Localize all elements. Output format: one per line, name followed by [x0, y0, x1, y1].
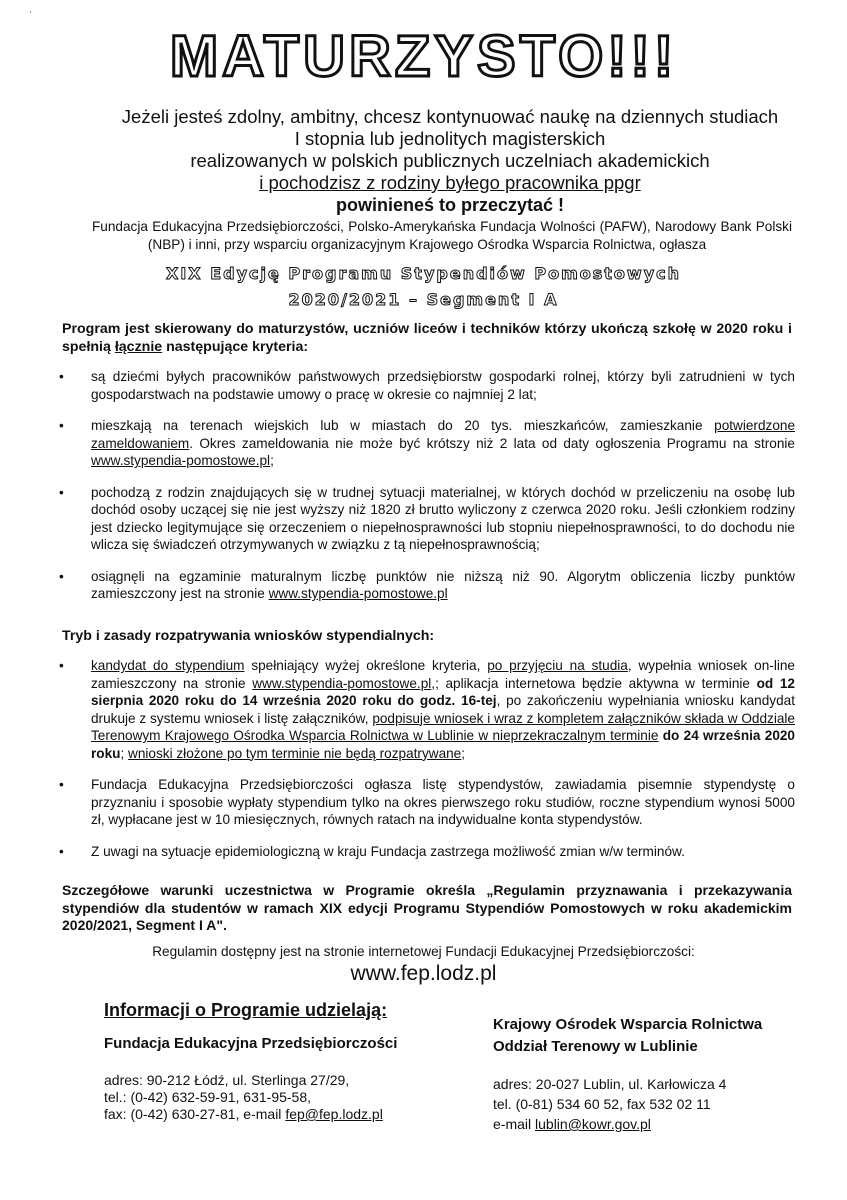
org2-address-line: adres: 20-027 Lublin, ul. Karłowicza 4 [493, 1076, 727, 1092]
criteria-item [55, 484, 795, 554]
program-underlined: łącznie [114, 339, 163, 355]
intro-line-3: realizowanych w polskich publicznych uczelniach akademickich [190, 150, 710, 171]
rules-text: Z uwagi na sytuacje epidemiologiczną w kraju Fundacja zastrzega możliwość zmian w/w terminów. [91, 843, 685, 859]
corner-mark: ' [30, 10, 32, 19]
criteria-item [55, 417, 795, 470]
edition-title: XIX Edycję Programu Stypendiów Pomostowych [166, 264, 681, 283]
rules-underlined: kandydat do stypendium [91, 658, 245, 673]
info-right-column [493, 1014, 813, 1134]
rules-underlined: po przyjęciu na studia [487, 658, 628, 673]
criteria-text: osiągnęli na egzaminie maturalnym liczbę punktów nie niższą niż 90. Algorytm obliczenia liczby punktów zamieszczony jest na stronie [91, 568, 795, 601]
org1-phone-line: tel.: (0-42) 632-59-91, 631-95-58, [104, 1089, 312, 1105]
criteria-text: . Okres zameldowania nie może być krótszy niż 2 lata od daty ogłoszenia Programu na stronie [189, 435, 795, 451]
org2-name [493, 1014, 813, 1058]
intro-block [100, 106, 800, 216]
criteria-list [55, 368, 795, 617]
program-text-2: następujące kryteria: [162, 339, 309, 355]
org1-address [104, 1072, 434, 1123]
stypendia-link[interactable]: www.stypendia-pomostowe.pl [252, 675, 432, 691]
criteria-item [55, 568, 795, 603]
rules-text: , wypełnia wniosek on-line zamieszczony na stronie [91, 658, 795, 691]
stypendia-link[interactable]: www.stypendia-pomostowe.pl [268, 586, 448, 601]
org2-email-line [493, 1114, 813, 1134]
criteria-text: ; [270, 453, 274, 468]
announcement: Fundacja Edukacyjna Przedsiębiorczości, Polsko-Amerykańska Fundacja Wolności (PAFW), Narodowy Bank Polski (NBP) i inni, przy wsparciu organizacyjnym Krajowego Ośrodka Wsparcia Rolnictwa, ogłasza [92, 219, 792, 252]
rules-text: ; [461, 745, 466, 761]
rules-bold: do 24 września 2020 roku [91, 728, 795, 761]
intro-line-1: Jeżeli jesteś zdolny, ambitny, chcesz kontynuować naukę na dziennych studiach [121, 106, 779, 127]
criteria-item [55, 368, 795, 403]
criteria-underlined: potwierdzone zameldowaniem [91, 418, 795, 451]
criteria-text: mieszkają na terenach wiejskich lub w miastach do 20 tys. mieszkańców, zamieszkanie [91, 418, 715, 433]
rules-text: ,; aplikacja internetowa będzie aktywna w terminie [431, 675, 757, 691]
intro-line-2: I stopnia lub jednolitych magisterskich [294, 128, 606, 149]
rules-text: Fundacja Edukacyjna Przedsiębiorczości ogłasza listę stypendystów, zawiadamia pisemnie stypendystę o przyznaniu i sposobie wypłaty stypendium tylko na okres pierwszego roku studiów, roczne stypendium wynosi 5000 zł, wypłacane jest w 10 miesięcznych, równych ratach na indywidualne konta stypendystów. [91, 777, 795, 827]
rules-text: ; [120, 745, 129, 761]
headline [0, 24, 847, 89]
rules-underlined: wnioski złożone po tym terminie nie będą rozpatrywane [128, 745, 462, 761]
details-paragraph: Szczegółowe warunki uczestnictwa w Programie określa „Regulamin przyznawania i przekazywania stypendiów dla studentów w ramach XIX edycji Programu Stypendiów Pomostowych w roku akademickim 2020/2021, Segment I A". [62, 882, 792, 933]
program-description [62, 320, 792, 356]
org1-fax-line [104, 1106, 434, 1123]
rules-underlined: podpisuje wniosek i wraz z kompletem załączników składa w Oddziale Terenowym Krajowego Ośrodka Wsparcia Rolnictwa w Lublinie w nieprzekraczalnym terminie [91, 710, 795, 743]
org2-phone-line: tel. (0-81) 534 60 52, fax 532 02 11 [493, 1096, 711, 1112]
org2-address [493, 1074, 813, 1134]
org2-name-line-1: Krajowy Ośrodek Wsparcia Rolnictwa [493, 1016, 763, 1033]
edition-subtitle: 2020/2021 – Segment I A [288, 290, 559, 309]
org1-fax-text: fax: (0-42) 630-27-81, e-mail [104, 1106, 286, 1122]
rules-text: spełniający wyżej określone kryteria, [244, 658, 488, 673]
program-text-1: Program jest skierowany do maturzystów, uczniów liceów i techników którzy ukończą szkołę w 2020 roku i spełnią [62, 321, 792, 355]
headline-text: MATURZYSTO!!! [169, 24, 678, 89]
regulamin-text: Regulamin dostępny jest na stronie internetowej Fundacji Edukacyjnej Przedsiębiorczości: [152, 944, 695, 959]
intro-line-5: powinieneś to przeczytać ! [335, 195, 565, 215]
rules-item [55, 843, 795, 861]
rules-item [55, 776, 795, 829]
criteria-text: pochodzą z rodzin znajdujących się w trudnej sytuacji materialnej, w których dochód w przeliczeniu na osobę lub dochód osoby uczącej się nie jest wyższy niż 1820 zł brutto wyliczony z czerwca 2020 roku. Jeśli członkiem rodziny jest dziecko legitymujące się orzeczeniem o niepełnosprawności lub stopniu niepełnosprawności, to do dochodu nie wlicza się świadczeń otrzymywanych w związku z tą niepełnosprawnością; [91, 484, 795, 552]
org1-email-link[interactable]: fep@fep.lodz.pl [285, 1106, 383, 1122]
info-left-column [104, 1000, 434, 1123]
rules-title: Tryb i zasady rozpatrywania wniosków stypendialnych: [62, 628, 435, 644]
intro-line-4: i pochodzisz z rodziny byłego pracownika ppgr [259, 172, 641, 193]
rules-list [55, 657, 795, 874]
rules-bold: od 12 sierpnia 2020 roku do 14 września 2020 roku do godz. 16-tej [91, 675, 795, 708]
stypendia-link[interactable]: www.stypendia-pomostowe.pl [91, 453, 271, 468]
rules-text: , po zakończeniu wypełniania wniosku kandydat drukuje z systemu wniosek i listę załączników, [91, 693, 795, 726]
org1-address-line: adres: 90-212 Łódź, ul. Sterlinga 27/29, [104, 1072, 350, 1088]
org1-name: Fundacja Edukacyjna Przedsiębiorczości [104, 1035, 398, 1052]
org2-name-line-2: Oddział Terenowy w Lublinie [493, 1038, 698, 1055]
org2-email-link[interactable]: lublin@kowr.gov.pl [535, 1116, 651, 1132]
org2-email-label: e-mail [493, 1116, 536, 1132]
criteria-text: są dziećmi byłych pracowników państwowych przedsiębiorstw gospodarki rolnej, którzy byli zatrudnieni w tych gospodarstwach na podstawie umowy o pracę w okresie co najmniej 2 lat; [91, 369, 795, 402]
website-link[interactable]: www.fep.lodz.pl [350, 962, 497, 985]
rules-item [55, 657, 795, 762]
info-heading: Informacji o Programie udzielają: [104, 1000, 388, 1020]
